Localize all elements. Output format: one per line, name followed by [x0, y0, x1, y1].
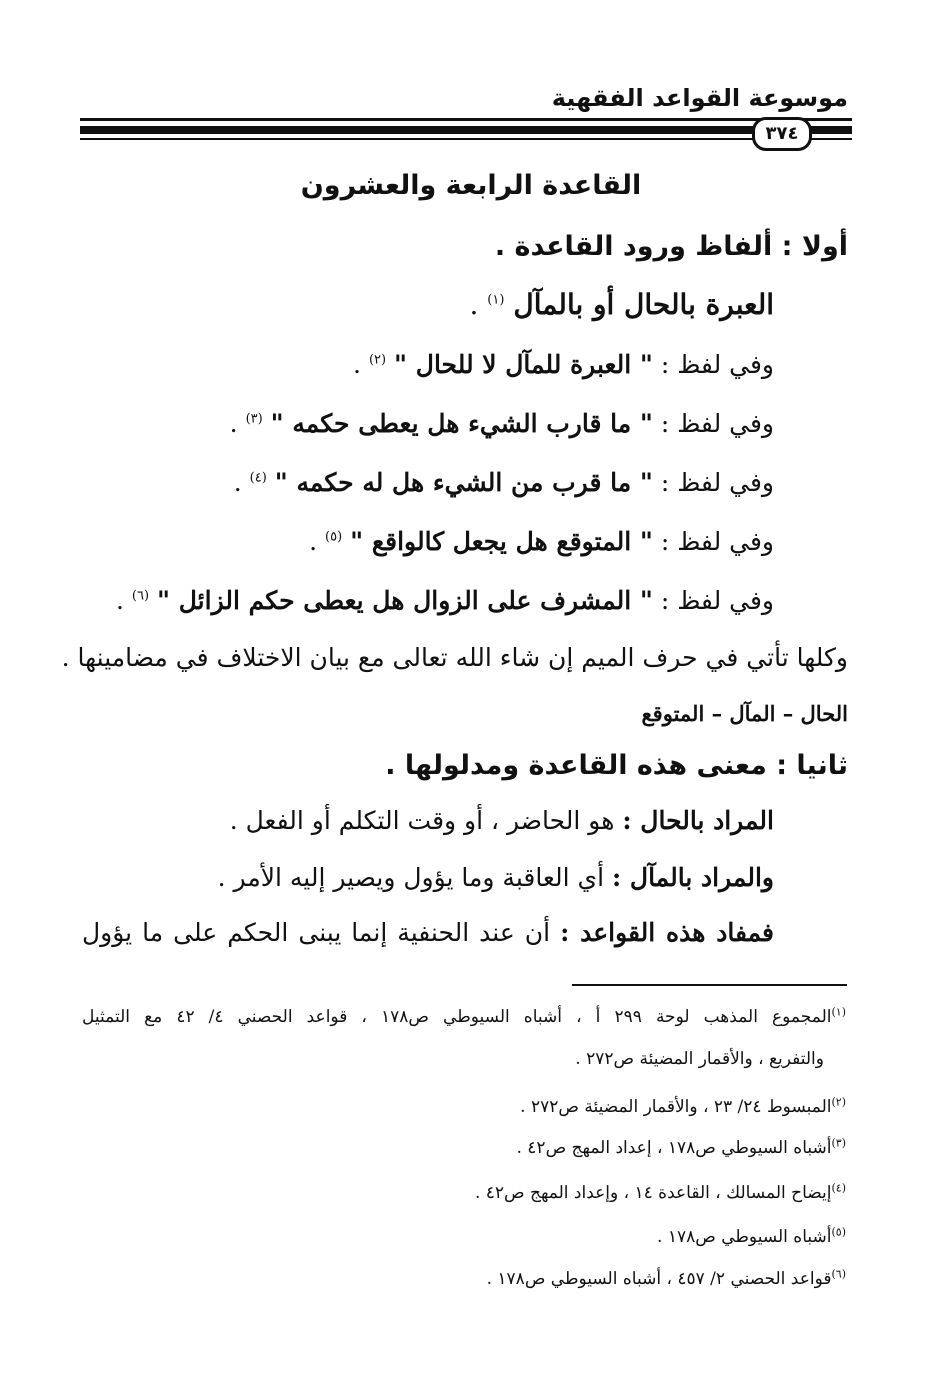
keywords-line: الحال – المآل – المتوقع: [641, 701, 848, 726]
formulation-prefix: وفي لفظ :: [652, 586, 774, 615]
footnote-text: قواعد الحصني ٢/ ٤٥٧ ، أشباه السيوطي ص١٧٨ .: [486, 1269, 832, 1289]
rule-title: القاعدة الرابعة والعشرون: [300, 170, 642, 201]
formulation-prefix: وفي لفظ :: [652, 350, 774, 379]
footnote-ref: (١): [487, 292, 505, 308]
section-heading-1: أولا : ألفاظ ورود القاعدة .: [494, 231, 848, 262]
definition-term: والمراد بالمآل :: [611, 863, 774, 892]
footnote-text: أشباه السيوطي ص١٧٨ ، إعداد المهج ص٤٢ .: [516, 1138, 832, 1158]
header-rule-bottom: [80, 138, 852, 140]
definition-line: [230, 801, 774, 841]
formulation-suffix: .: [353, 350, 369, 379]
footnote-ref: (٣): [245, 411, 263, 427]
running-title: موسوعة القواعد الفقهية: [551, 84, 848, 112]
footnote-mark: (١): [831, 1005, 846, 1019]
footnote-ref: (٤): [249, 470, 267, 486]
definition-line: [82, 913, 774, 953]
formulation-line: [469, 285, 774, 325]
footnote-ref: (٢): [368, 352, 387, 368]
footnote-mark: (٣): [831, 1136, 846, 1150]
footnote: [82, 1002, 846, 1032]
footnote: [520, 1092, 846, 1122]
formulation-text: العبرة بالحال أو بالمآل: [513, 288, 774, 321]
formulation-text: " ما قرب من الشيء هل له حكمه ": [274, 468, 653, 497]
footnote-text: المبسوط ٢٤/ ٢٣ ، والأقمار المضيئة ص٢٧٢ .: [520, 1097, 832, 1117]
formulation-line: [309, 522, 774, 562]
formulation-line: [116, 581, 774, 621]
formulation-line: [234, 463, 774, 503]
definition-text: هو الحاضر ، أو وقت التكلم أو الفعل .: [229, 806, 623, 835]
footnote: [487, 1264, 846, 1294]
footnote-continuation: والتفريع ، والأقمار المضيئة ص٢٧٢ .: [575, 1049, 824, 1069]
page-number: ٣٧٤: [752, 117, 812, 151]
footnote-mark: (٢): [831, 1095, 846, 1109]
footnote-mark: (٦): [831, 1267, 846, 1281]
definition-term: المراد بالحال :: [622, 806, 774, 835]
header-rule-thin: [80, 118, 852, 121]
formulation-text: " المتوقع هل يجعل كالواقع ": [350, 527, 653, 556]
footnote: [475, 1178, 846, 1208]
note-paragraph: وكلها تأتي في حرف الميم إن شاء الله تعالى مع بيان الاختلاف في مضامينها .: [61, 643, 848, 672]
footnote-mark: (٤): [831, 1181, 846, 1195]
section-heading-2: ثانيا : معنى هذه القاعدة ومدلولها .: [385, 750, 848, 781]
formulation-prefix: وفي لفظ :: [652, 409, 774, 438]
formulation-text: " ما قارب الشيء هل يعطى حكمه ": [270, 409, 653, 438]
footnote-text: المجموع المذهب لوحة ٢٩٩ أ ، أشباه السيوطي ص١٧٨ ، قواعد الحصني ٤/ ٤٢ مع التمثيل: [82, 1007, 832, 1027]
formulation-prefix: وفي لفظ :: [652, 527, 774, 556]
footnote-ref: (٥): [325, 529, 343, 545]
formulation-suffix: .: [233, 468, 250, 497]
footnote-text: أشباه السيوطي ص١٧٨ .: [657, 1227, 832, 1247]
formulation-prefix: وفي لفظ :: [652, 468, 774, 497]
footnote: [516, 1133, 846, 1163]
footnote-mark: (٥): [831, 1225, 846, 1239]
definition-text: أن عند الحنفية إنما يبنى الحكم على ما يؤول: [82, 918, 561, 947]
footnote-separator: [572, 984, 847, 986]
footnote: [657, 1222, 846, 1252]
formulation-text: " المشرف على الزوال هل يعطى حكم الزائل ": [157, 586, 653, 615]
footnote-text: إيضاح المسالك ، القاعدة ١٤ ، وإعداد المهج ص٤٢ .: [474, 1183, 832, 1203]
formulation-suffix: .: [309, 527, 326, 556]
formulation-suffix: .: [116, 586, 132, 615]
formulation-line: [230, 404, 774, 444]
definition-term: فمفاد هذه القواعد :: [560, 918, 774, 947]
formulation-text: " العبرة للمآل لا للحال ": [394, 350, 653, 379]
footnote-ref: (٦): [131, 588, 150, 604]
definition-text: أي العاقبة وما يؤول ويصير إليه الأمر .: [217, 863, 612, 892]
formulation-suffix: .: [469, 288, 488, 321]
formulation-suffix: .: [229, 409, 246, 438]
formulation-line: [353, 345, 774, 385]
definition-line: [218, 858, 774, 898]
header-rule-thick: [80, 126, 852, 134]
